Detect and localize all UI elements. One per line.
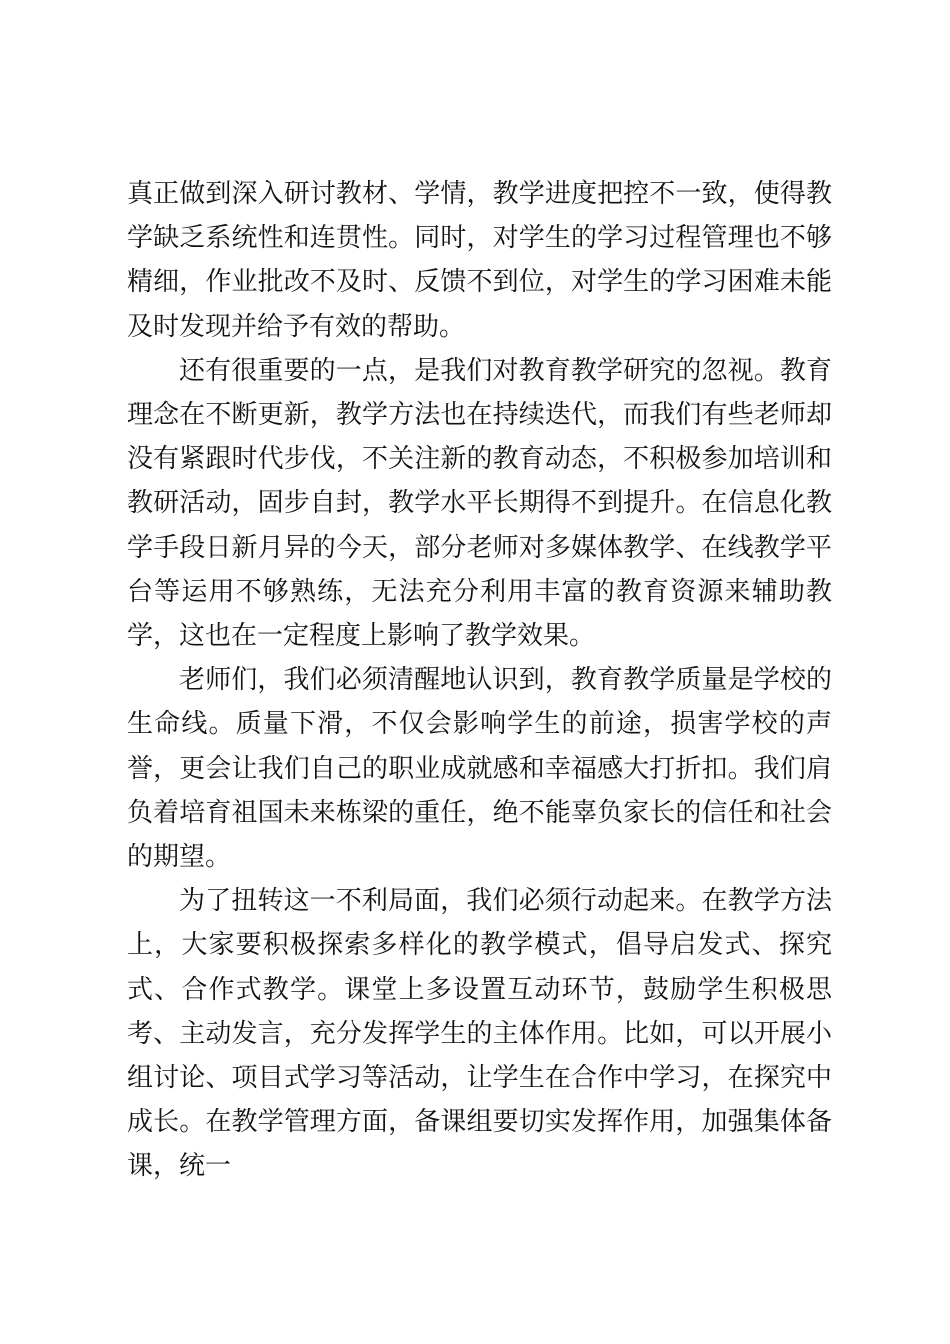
document-body [127, 172, 832, 1189]
paragraph-3: 老师们，我们必须清醒地认识到，教育教学质量是学校的生命线。质量下滑，不仅会影响学生的前途，损害学校的声誉，更会让我们自己的职业成就感和幸福感大打折扣。我们肩负着培育祖国未来栋梁的重任，绝不能辜负家长的信任和社会的期望。 [127, 665, 832, 873]
paragraph-2: 还有很重要的一点，是我们对教育教学研究的忽视。教育理念在不断更新，教学方法也在持续迭代，而我们有些老师却没有紧跟时代步伐，不关注新的教育动态，不积极参加培训和教研活动，固步自封，教学水平长期得不到提升。在信息化教学手段日新月异的今天，部分老师对多媒体教学、在线教学平台等运用不够熟练，无法充分利用丰富的教育资源来辅助教学，这也在一定程度上影响了教学效果。 [127, 355, 832, 652]
paragraph-4: 为了扭转这一不利局面，我们必须行动起来。在教学方法上，大家要积极探索多样化的教学模式，倡导启发式、探究式、合作式教学。课堂上多设置互动环节，鼓励学生积极思考、主动发言，充分发挥学生的主体作用。比如，可以开展小组讨论、项目式学习等活动，让学生在合作中学习，在探究中成长。在教学管理方面，备课组要切实发挥作用，加强集体备课，统一 [127, 886, 832, 1182]
paragraph-1: 真正做到深入研讨教材、学情，教学进度把控不一致，使得教学缺乏系统性和连贯性。同时，对学生的学习过程管理也不够精细，作业批改不及时、反馈不到位，对学生的学习困难未能及时发现并给予有效的帮助。 [127, 179, 832, 342]
